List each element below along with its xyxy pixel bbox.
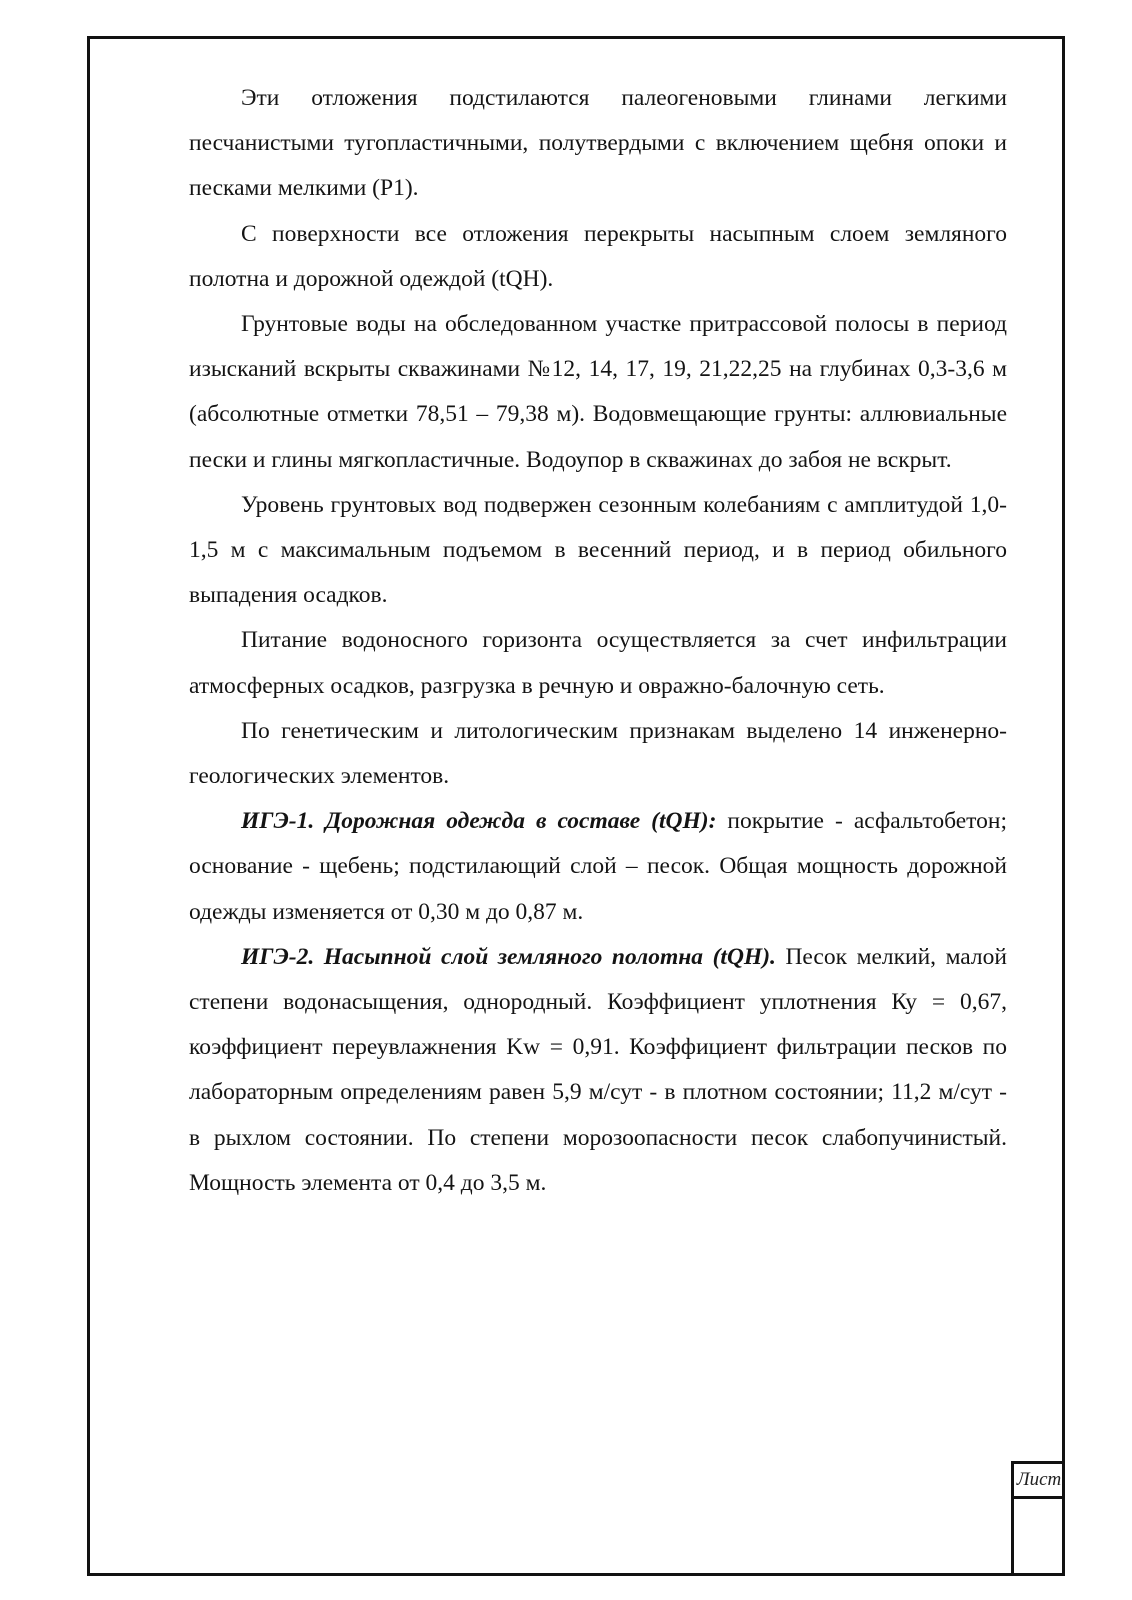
sheet-label: Лист [1014,1464,1064,1499]
paragraph-text: С поверхности все отложения перекрыты насыпным слоем земляного полотна и дорожной одеждой (tQH). [189,220,1007,292]
paragraph-text: Грунтовые воды на обследованном участке притрассовой полосы в период изысканий вскрыты скважинами №12, 14, 17, 19, 21,22,25 на глубинах 0,3-3,6 м (абсолютные отметки 78,51 – 79,38 м). Водовмещающие грунты: аллювиальные пески и глины мягкопластичные. Водоупор в скважинах до забоя не вскрыт. [189,311,1007,473]
document-body [189,76,1007,1206]
paragraph-text: Песок мелкий, малой степени водонасыщения, однородный. Коэффициент уплотнения Ку = 0,67, коэффициент переувлажнения Kw = 0,91. Коэффициент фильтрации песков по лабораторным определениям равен 5,9 м/сут - в плотном состоянии; 11,2 м/сут - в рыхлом состоянии. По степени морозоопасности песок слабопучинистый. Мощность элемента от 0,4 до 3,5 м. [189,943,1007,1196]
paragraph-aquifer-recharge [189,618,1007,708]
paragraph-underlying-deposits [189,76,1007,212]
paragraph-groundwater [189,302,1007,483]
paragraph-ige-2 [189,935,1007,1206]
paragraph-text: Уровень грунтовых вод подвержен сезонным колебаниям с амплитудой 1,0-1,5 м с максимальным подъемом в весенний период, и в период обильного выпадения осадков. [189,491,1007,609]
paragraph-text: Питание водоносного горизонта осуществляется за счет инфильтрации атмосферных осадков, разгрузка в речную и овражно-балочную сеть. [189,627,1007,699]
paragraph-ige-1 [189,799,1007,935]
sheet-number [1014,1499,1064,1569]
paragraph-text: Эти отложения подстилаются палеогеновыми глинами легкими песчанистыми тугопластичными, полутвердыми с включением щебня опоки и песками мелкими (P1). [189,85,1007,202]
paragraph-term: ИГЭ-1. Дорожная одежда в составе (tQH): [241,808,717,835]
paragraph-text: покрытие - асфальтобетон; основание - щебень; подстилающий слой – песок. Общая мощность дорожной одежды изменяется от 0,30 м до 0,87 м. [189,808,1007,925]
paragraph-water-level [189,483,1007,619]
sheet-stamp [1011,1461,1064,1576]
paragraph-engineering-elements [189,709,1007,799]
paragraph-term: ИГЭ-2. Насыпной слой земляного полотна (tQH). [241,943,776,970]
paragraph-text: По генетическим и литологическим признакам выделено 14 инженерно-геологических элементов. [189,717,1007,790]
paragraph-surface-cover [189,212,1007,302]
